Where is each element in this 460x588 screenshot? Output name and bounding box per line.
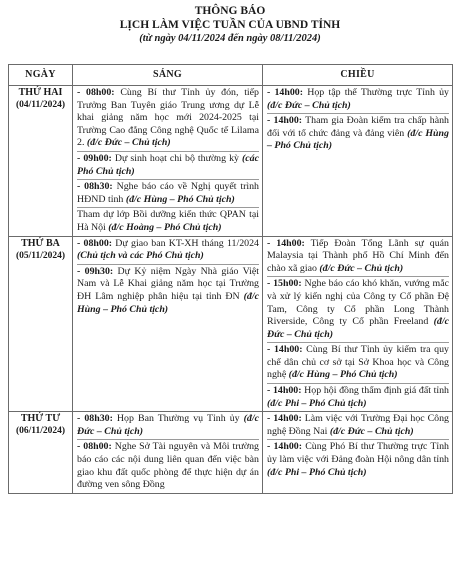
day-name: THỨ HAI <box>18 87 63 98</box>
item-attendee: (các Phó Chủ tịch) <box>77 152 259 177</box>
day-cell <box>9 236 73 412</box>
item-time: - 14h00: <box>267 344 303 356</box>
item-time: - 08h00: <box>77 87 115 98</box>
schedule-item <box>77 152 259 180</box>
item-text: Họp Ban Thường vụ Tỉnh ủy <box>112 413 244 425</box>
item-text: Dự giao ban KT-XH tháng 11/2024 <box>112 237 259 249</box>
item-time: - 15h00: <box>267 278 302 290</box>
schedule-table <box>8 64 453 494</box>
item-time: - 09h00: <box>77 152 112 164</box>
item-time: - 08h00: <box>77 441 112 453</box>
item-attendee: (đ/c Hùng – Phó Chủ tịch) <box>288 369 398 381</box>
item-attendee: (đ/c Hoàng – Phó Chủ tịch) <box>108 221 222 233</box>
item-attendee: (đ/c Đức – Chủ tịch) <box>86 137 171 149</box>
table-row <box>9 236 453 412</box>
day-date: (05/11/2024) <box>15 250 66 261</box>
item-time: - 14h00: <box>267 385 302 397</box>
item-attendee: (đ/c Đức – Chủ tịch) <box>267 316 449 340</box>
day-cell <box>9 86 73 237</box>
morning-cell <box>73 412 263 494</box>
item-attendee: (đ/c Phi – Phó Chủ tịch) <box>267 466 367 478</box>
notice-header <box>0 4 460 46</box>
item-time: - 08h30: <box>77 413 113 425</box>
item-text: Tham dự lớp Bồi dưỡng kiến thức QPAN tại Hà Nội <box>77 209 259 233</box>
col-header-day: NGÀY <box>9 65 73 86</box>
item-text: Tiếp Đoàn Tổng Lãnh sự quán Malaysia tại Thành phố Hồ Chí Minh đến chào xã giao <box>267 237 449 274</box>
item-text: Nghe báo cáo về Nghị quyết trình HĐND tỉnh <box>77 181 259 205</box>
item-attendee: (đ/c Đức – Chủ tịch) <box>267 99 351 111</box>
day-cell <box>9 412 73 494</box>
item-text: Cùng Phó Bí thư Thường trực Tỉnh ủy làm việc với Đảng đoàn Hội nông dân tỉnh <box>267 441 449 466</box>
item-text: Làm việc với Trường Đại học Công nghệ Đồng Nai <box>267 413 449 437</box>
schedule-item <box>77 265 259 317</box>
schedule-item <box>77 208 259 235</box>
schedule-item <box>77 440 259 492</box>
notice-title: THÔNG BÁO <box>194 5 266 17</box>
schedule-item <box>267 237 449 278</box>
schedule-item <box>267 440 449 480</box>
schedule-item <box>77 412 259 440</box>
item-text: Họp hội đồng thẩm định giá đất tỉnh <box>301 385 449 397</box>
item-time: - 14h00: <box>267 115 303 127</box>
notice-subtitle: LỊCH LÀM VIỆC TUẦN CỦA UBND TỈNH <box>119 19 341 31</box>
afternoon-cell <box>263 236 453 412</box>
item-time: - 14h00: <box>267 87 304 98</box>
item-attendee: (đ/c Hùng – Phó Chủ tịch) <box>125 193 235 205</box>
item-attendee: (đ/c Đức – Chủ tịch) <box>77 413 259 437</box>
item-text: Tham gia Đoàn kiểm tra chấp hành đối với tổ chức đảng và đảng viên <box>267 115 449 139</box>
item-attendee: (đ/c Đức – Chủ tịch) <box>319 262 404 274</box>
item-text: Nghe báo cáo khó khăn, vướng mắc và xử lý kiến nghị của Công ty Cổ phần Đệ Tam, Công ty Cổ phần Long Thành Riverside, Công ty Cổ phần Freeland <box>267 278 449 328</box>
item-text: Họp tập thể Thường trực Tỉnh ủy <box>303 87 449 98</box>
col-header-morning: SÁNG <box>73 65 263 86</box>
item-attendee: (đ/c Đức – Chủ tịch) <box>329 425 414 437</box>
item-text: Cùng Bí thư Tỉnh ủy kiểm tra quy chế dân chủ cơ sở tại Sở Khoa học và Công nghệ <box>267 344 449 381</box>
item-time: - 14h00: <box>267 441 303 453</box>
schedule-item <box>267 384 449 411</box>
schedule-item <box>267 343 449 384</box>
schedule-item <box>267 86 449 114</box>
notice-date-range: (từ ngày 04/11/2024 đến ngày 08/11/2024) <box>139 33 321 44</box>
table-row <box>9 412 453 494</box>
morning-cell <box>73 86 263 237</box>
day-name: THỨ BA <box>21 237 60 249</box>
item-text: Cùng Bí thư Tỉnh ủy đón, tiếp Trưởng Ban Tuyên giáo Trung ương dự Lễ khai giảng năm học mới 2024-2025 tại Trường Cao đẳng Công nghệ Quốc tế Lilama 2. <box>77 87 259 149</box>
item-time: - 08h30: <box>77 181 113 193</box>
item-time: - 14h00: <box>267 413 302 425</box>
col-header-afternoon: CHIỀU <box>263 65 453 86</box>
schedule-item <box>267 412 449 440</box>
item-attendee: (đ/c Hùng – Phó Chủ tịch) <box>267 127 449 152</box>
item-attendee: (đ/c Phi – Phó Chủ tịch) <box>267 397 367 409</box>
morning-cell <box>73 236 263 412</box>
item-time: - 14h00: <box>267 237 305 249</box>
day-date: (04/11/2024) <box>15 100 66 110</box>
day-date: (06/11/2024) <box>15 426 66 437</box>
day-name: THỨ TƯ <box>20 413 61 425</box>
table-row <box>9 86 453 237</box>
table-header-row <box>9 65 453 86</box>
item-text: Dự sinh hoạt chi bộ thường kỳ <box>111 152 242 164</box>
afternoon-cell <box>263 412 453 494</box>
schedule-item <box>77 180 259 208</box>
schedule-item <box>77 237 259 265</box>
item-attendee: (đ/c Hùng – Phó Chủ tịch) <box>77 290 259 315</box>
item-time: - 08h00: <box>77 237 113 249</box>
schedule-item <box>77 86 259 152</box>
item-attendee: (Chủ tịch và các Phó Chủ tịch) <box>77 250 204 262</box>
item-time: - 09h30: <box>77 265 114 277</box>
schedule-item <box>267 277 449 343</box>
item-text: Nghe Sở Tài nguyên và Môi trường báo cáo các nội dung liên quan đến việc bàn giao khu đất quốc phòng để thực hiện dự án đường ven sông Đồng <box>77 441 259 491</box>
item-text: Dự Kỷ niệm Ngày Nhà giáo Việt Nam và Lễ Khai giảng năm học tại Trường ĐH Lâm nghiệp phân hiệu tại tỉnh ĐN <box>77 265 259 302</box>
schedule-item <box>267 114 449 154</box>
afternoon-cell <box>263 86 453 237</box>
